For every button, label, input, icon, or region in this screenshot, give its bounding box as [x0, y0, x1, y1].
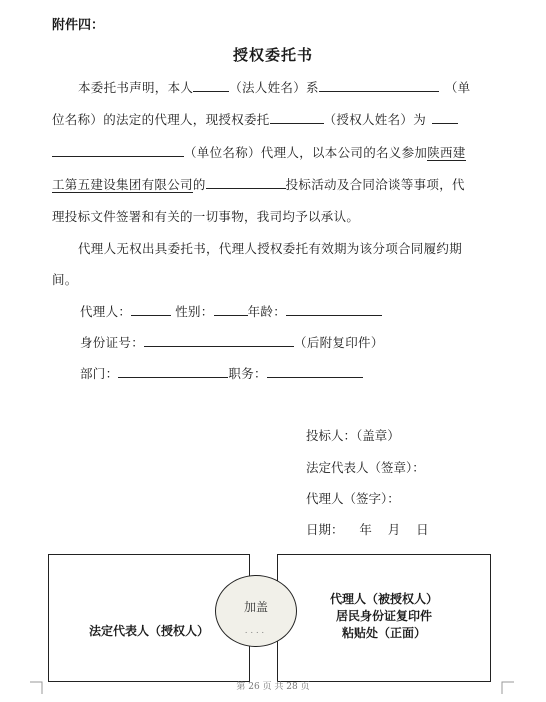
para1-text: 投标活动及合同洽谈等事项，代	[285, 177, 465, 192]
para1-line5: 理投标文件签署和有关的一切事物，我司均予以承认。	[52, 209, 360, 224]
para1-text: 本委托书声明，本人	[78, 80, 194, 95]
age-label: 年龄：	[247, 304, 287, 319]
bidder-seal-label: 投标人：（盖章）	[306, 428, 400, 443]
agent-name-field[interactable]	[131, 302, 171, 316]
para1-text: （法人姓名）系	[229, 80, 319, 95]
para1-line2	[52, 110, 458, 128]
agent-id-box	[277, 554, 491, 682]
document-title: 授权委托书	[232, 46, 313, 64]
page-number: 第 26 页 共 28 页	[236, 682, 310, 692]
annex-label: 附件四：	[52, 18, 105, 33]
agent-box-line2: 居民身份证复印件	[335, 609, 432, 623]
para2-text: 代理人无权出具委托书，代理人授权委托有效期为该分项合同履约期	[78, 241, 463, 256]
legal-name-blank[interactable]	[193, 78, 229, 92]
id-label: 身份证号：	[80, 335, 145, 350]
agent-info-row	[80, 302, 382, 320]
dept-label: 部门：	[80, 366, 119, 381]
para1-text: （授权人姓名）为	[323, 112, 427, 127]
dept-field[interactable]	[118, 364, 228, 378]
agent-label: 代理人：	[80, 304, 132, 319]
para1-line3	[52, 143, 466, 161]
legal-rep-box-label: 法定代表人（授权人）	[88, 624, 209, 638]
seal-dots: ....	[244, 626, 268, 635]
legal-rep-sign-label: 法定代表人（签章）：	[306, 460, 425, 475]
id-number-field[interactable]	[144, 333, 294, 347]
agent-box-line3: 粘贴处（正面）	[341, 626, 426, 640]
company-blank[interactable]	[319, 78, 439, 92]
company2-blank-a[interactable]	[432, 110, 458, 124]
agent-sign-label: 代理人（签字）：	[306, 491, 400, 506]
authorized-name-blank[interactable]	[270, 110, 324, 124]
seal-circle	[215, 575, 297, 647]
company-name-underlined: 工第五建设集团有限公司	[52, 177, 193, 192]
para1-line4	[52, 175, 465, 193]
para1-text: （单	[444, 80, 471, 95]
company2-blank-b[interactable]	[52, 143, 184, 157]
id-note: （后附复印件）	[294, 335, 384, 350]
age-field[interactable]	[286, 302, 382, 316]
para1-text: （单位名称）代理人，以本公司的名义参加	[184, 145, 428, 160]
para1-line1	[52, 78, 470, 96]
position-field[interactable]	[267, 364, 363, 378]
agent-box-line1: 代理人（被授权人）	[329, 592, 438, 606]
para2-line1	[52, 239, 462, 257]
dept-row	[80, 364, 363, 382]
gender-field[interactable]	[214, 302, 248, 316]
seal-label: 加盖	[243, 600, 268, 614]
para2-line2: 间。	[52, 272, 78, 287]
position-label: 职务：	[228, 366, 267, 381]
para1-text: 位名称）的法定的代理人，现授权委托	[52, 112, 270, 127]
date-label: 日期： 年 月 日	[306, 522, 429, 537]
project-blank[interactable]	[206, 175, 286, 189]
gender-label: 性别：	[175, 304, 214, 319]
para1-text: 的	[192, 177, 206, 192]
company-name-underlined: 陕西建	[427, 145, 466, 160]
id-row	[80, 333, 384, 351]
